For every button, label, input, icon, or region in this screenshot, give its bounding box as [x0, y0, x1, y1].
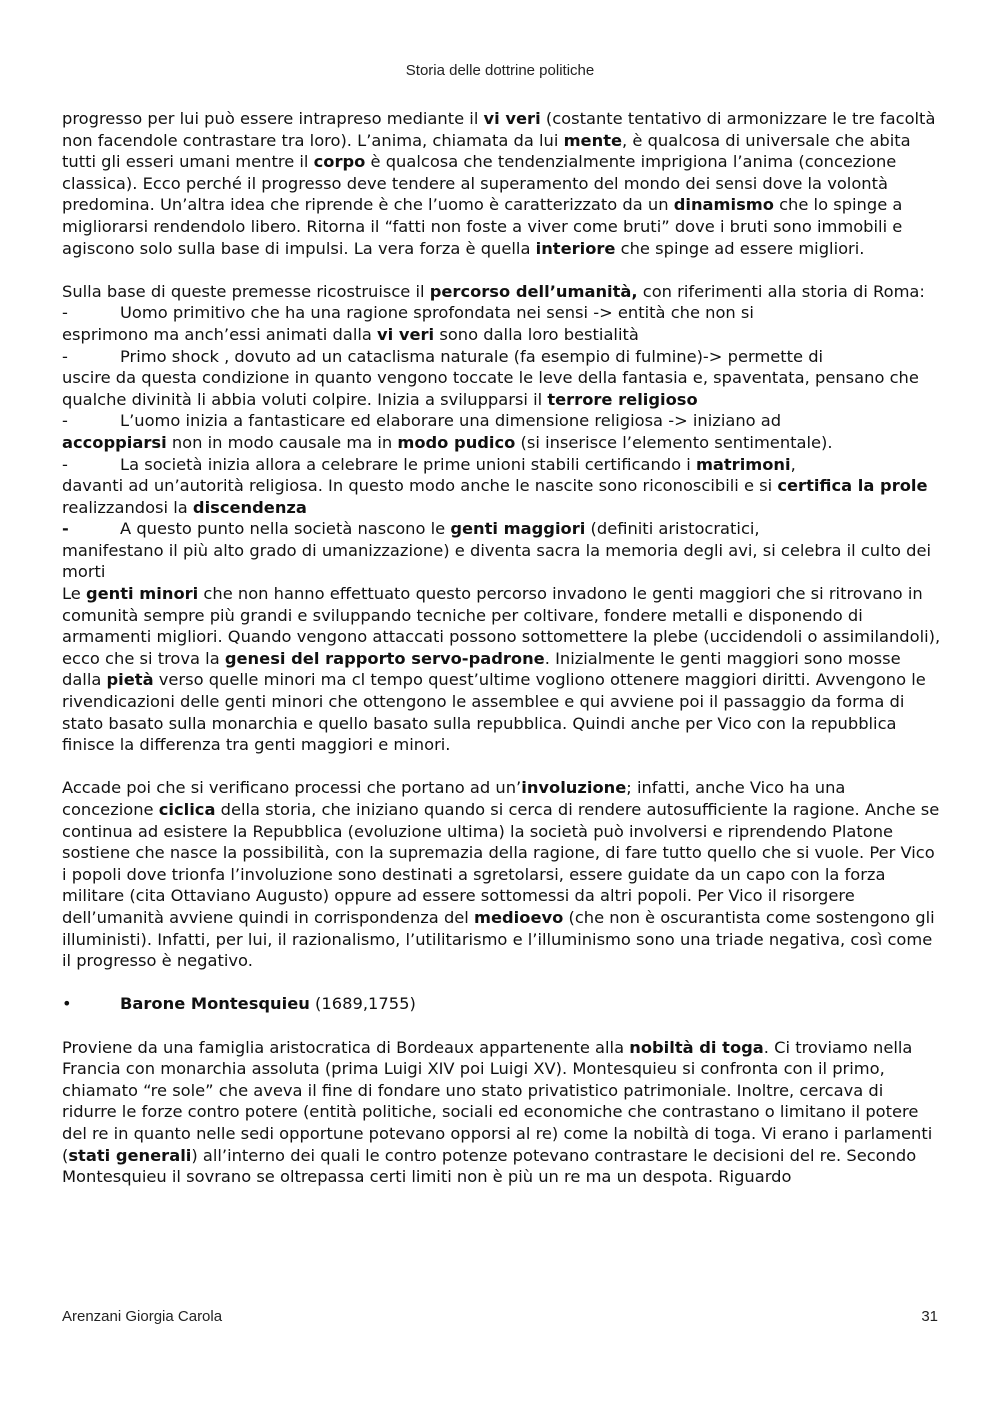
text-run: davanti ad un’autorità religiosa. In questo modo anche le nascite sono riconoscibili e si [62, 476, 778, 496]
page-body [62, 108, 942, 1188]
text-run: esprimono ma anch’essi animati dalla [62, 324, 378, 344]
text-run: . Ci troviamo nella Francia con monarchia assoluta (prima Luigi XIV poi Luigi XV). Montesquieu si confronta con il primo, chiamato “re sole” che aveva il fine di fondare uno stato privatistico patrimoniale. Inoltre, cercava di ridurre le forze contro potere (entità politiche, sociali ed economiche che contrastano o limitano il potere del re in quanto nelle sedi opportune potevano opporsi al re) come la nobiltà di toga. Vi erano i parlamenti ( [62, 1037, 933, 1165]
bold-term: certifica la prole [777, 476, 928, 496]
text-run: (si inserisce l’elemento sentimentale). [515, 432, 833, 452]
bold-term: terrore religioso [547, 389, 698, 409]
text-run: manifestano il più alto grado di umanizzazione) e diventa sacra la memoria degli avi, si celebra il culto dei morti [62, 540, 932, 582]
bold-term: vi veri [377, 324, 435, 344]
text-run: con riferimenti alla storia di Roma: [637, 281, 925, 301]
dash-list [62, 302, 942, 583]
bold-term: interiore [535, 238, 616, 258]
bold-term: pietà [106, 670, 154, 690]
dash-marker: - [62, 454, 68, 474]
bold-term: mente [563, 130, 623, 150]
text-run: (che non è oscurantista come sostengono gli illuministi). Infatti, per lui, il razionalismo, l’utilitarismo e l’illuminismo sono una triade negativa, così come il progresso è negativo. [62, 907, 935, 971]
text-run: realizzandosi la [62, 497, 193, 517]
bold-term: genti maggiori [450, 519, 586, 539]
text-run: (costante tentativo di armonizzare le tre facoltà non facendole contrastare tra loro). L’anima, chiamata da lui [62, 109, 936, 150]
bold-term: discendenza [192, 497, 307, 517]
list-item [62, 346, 942, 411]
dash-marker: - [62, 346, 68, 366]
bold-term: ciclica [158, 800, 216, 819]
paragraph-gap [62, 1015, 942, 1037]
bold-term: percorso dell’umanità, [429, 281, 638, 301]
text-run: Uomo primitivo che ha una ragione sprofondata nei sensi -> entità che non si [120, 303, 754, 323]
text-run: che spinge ad essere migliori. [615, 238, 865, 258]
text-run: L’uomo inizia a fantasticare ed elaborare una dimensione religiosa -> iniziano ad [120, 411, 782, 431]
bold-term: modo pudico [397, 432, 516, 452]
text-run: Primo shock , dovuto ad un cataclisma naturale (fa esempio di fulmine)-> permette di [120, 346, 824, 366]
bold-term: nobiltà di toga [629, 1037, 764, 1057]
paragraph-gap [62, 259, 942, 281]
text-run: uscire da questa condizione in quanto vengono toccate le leve della fantasia e, spaventata, pensano che qualche divinità li abbia voluti colpire. Inizia a svilupparsi il [62, 368, 919, 409]
paragraph-vico-progress [62, 108, 942, 259]
text-run: della storia, che iniziano quando si cerca di rendere autosufficiente la ragione. Anche se continua ad esistere la Repubblica (evoluzione ultima) la società può involversi e riprendendo Platone sostiene che nasce la possibilità, con la supremazia della ragione, di fare tutto quello che si vuole. Per Vico i popoli dove trionfa l’involuzione sono destinati a sgretolarsi, essere guidate da un capo con la forza militare (cita Ottaviano Augusto) oppure ad essere sottomessi da altri popoli. Per Vico il risorgere dell’umanità avviene quindi in corrispondenza del [62, 800, 940, 927]
bold-term: stati generali [68, 1145, 192, 1165]
dash-marker: - [62, 303, 68, 323]
bullet-icon: • [62, 994, 72, 1014]
bold-term: genti minori [85, 584, 199, 604]
text-run: che non hanno effettuato questo percorso invadono le genti maggiori che si ritrovano in comunità sempre più grandi e sviluppando tecniche per coltivare, fondere metalli e disponendo di armamenti migliori. Quando vengono attaccati possono sottomettere la plebe (uccidendoli o assimilandoli), ecco che si trova la [62, 584, 941, 668]
footer-author: Arenzani Giorgia Carola [62, 1308, 223, 1325]
bold-term: accoppiarsi [62, 432, 167, 452]
text-run: è qualcosa che tendenzialmente imprigiona l’anima (concezione classica). Ecco perché il progresso deve tendere al superamento del mondo dei sensi dove la volontà predomina. Un’altra idea che riprende è che l’uomo è caratterizzato da un [62, 152, 897, 215]
list-item [62, 454, 942, 519]
paragraph-gap [62, 756, 942, 778]
text-run: (1689,1755) [309, 994, 416, 1014]
dash-marker: - [62, 519, 69, 539]
text-run: Le [62, 584, 86, 604]
paragraph-involuzione [62, 777, 942, 971]
text-run: ) all’interno dei quali le contro potenze potevano contrastare le decisioni del re. Secondo Montesquieu il sovrano se oltrepassa certi limiti non è più un re ma un despota. Riguardo [62, 1145, 917, 1187]
bold-term: Barone Montesquieu [120, 994, 310, 1014]
page-header: Storia delle dottrine politiche [405, 62, 595, 79]
text-run: La società inizia allora a celebrare le prime unioni stabili certificando i [120, 454, 696, 474]
list-item [62, 518, 942, 583]
dash-marker: - [62, 411, 68, 431]
bold-term: genesi del rapporto servo-padrone [224, 648, 545, 668]
text-run: Proviene da una famiglia aristocratica di Bordeaux appartenente alla [62, 1037, 630, 1057]
text-run: non in modo causale ma in [166, 432, 398, 452]
text-run: Sulla base di queste premesse ricostruisce il [62, 281, 430, 301]
text-run: , è qualcosa di universale che abita tutti gli esseri umani mentre il [62, 130, 911, 172]
text-run: , [790, 454, 796, 474]
section-heading-montesquieu [62, 993, 942, 1015]
paragraph-genti-minori [62, 583, 942, 756]
text-run: A questo punto nella società nascono le [120, 519, 451, 539]
bold-term: medioevo [474, 907, 564, 927]
bold-term: vi veri [483, 109, 541, 128]
list-item [62, 410, 942, 453]
text-run: ; infatti, anche Vico ha una concezione [62, 778, 846, 819]
paragraph-percorso-intro [62, 281, 942, 303]
bold-term: involuzione [521, 778, 627, 798]
list-item [62, 302, 942, 345]
text-run: che lo spinge a migliorarsi rendendolo libero. Ritorna il “fatti non foste a viver come bruti” dove i bruti sono immobili e agiscono solo sulla base di impulsi. La vera forza è quella [62, 195, 903, 258]
paragraph-montesquieu [62, 1037, 942, 1188]
bold-term: dinamismo [673, 195, 774, 215]
bold-term: corpo [313, 152, 366, 172]
text-run: progresso per lui può essere intrapreso mediante il [62, 109, 484, 128]
text-run: verso quelle minori ma cl tempo quest’ultime vogliono ottenere maggiori diritti. Avvengono le rivendicazioni delle genti minori che ottengono le assemblee e qui avviene poi il passaggio da forma di stato basato sulla monarchia e quello basato sulla repubblica. Quindi anche per Vico con la repubblica finisce la differenza tra genti maggiori e minori. [62, 670, 926, 755]
page-number: 31 [921, 1308, 938, 1325]
text-run: Accade poi che si verificano processi che portano ad un’ [62, 778, 522, 798]
bold-term: matrimoni [695, 454, 791, 474]
text-run: (definiti aristocratici, [585, 519, 760, 539]
paragraph-gap [62, 972, 942, 994]
text-run: . Inizialmente le genti maggiori sono mosse dalla [62, 648, 901, 690]
text-run: sono dalla loro bestialità [434, 324, 639, 344]
